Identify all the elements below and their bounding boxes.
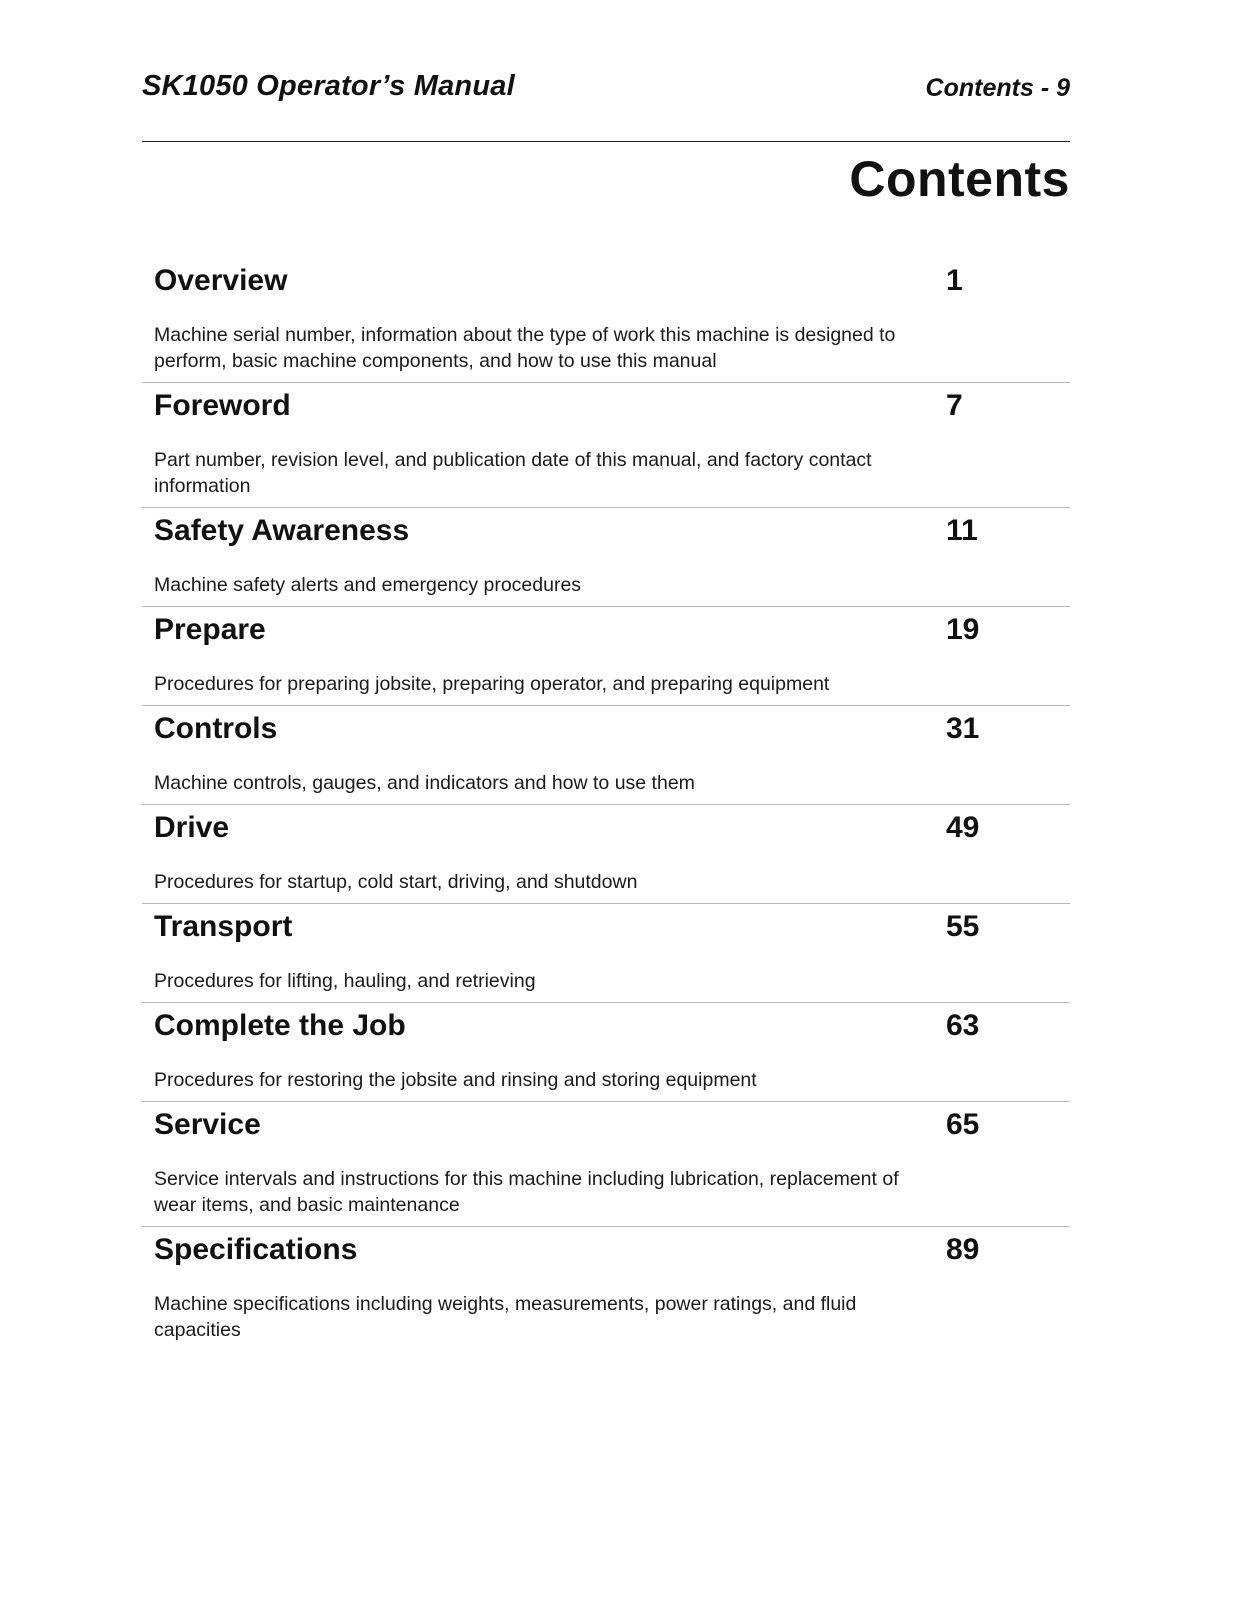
toc-entry-page-number[interactable]: 31 bbox=[946, 712, 980, 745]
header-divider bbox=[142, 141, 1070, 142]
toc-entry-safety-awareness[interactable] bbox=[142, 508, 1070, 607]
toc-entry-page-number[interactable]: 1 bbox=[946, 264, 963, 297]
toc-entry-page-number[interactable]: 49 bbox=[946, 811, 980, 844]
toc-entry-complete-the-job[interactable] bbox=[142, 1003, 1070, 1102]
toc-entry-specifications[interactable] bbox=[142, 1227, 1070, 1351]
page-label: Contents - 9 bbox=[925, 74, 1070, 102]
toc-entry-foreword[interactable] bbox=[142, 383, 1070, 508]
toc-entry-description: Procedures for lifting, hauling, and retrieving bbox=[154, 970, 536, 992]
manual-title: SK1050 Operator’s Manual bbox=[142, 70, 515, 102]
toc-entry-title[interactable]: Safety Awareness bbox=[154, 514, 410, 547]
toc-entry-description: Machine serial number, information about the type of work this machine is designed to perform, basic machine components, and how to use this manual bbox=[154, 324, 896, 372]
toc-entry-page-number[interactable]: 55 bbox=[946, 910, 980, 943]
toc-entry-description: Procedures for startup, cold start, driving, and shutdown bbox=[154, 871, 638, 893]
toc-entry-transport[interactable] bbox=[142, 904, 1070, 1003]
toc-entry-description: Service intervals and instructions for this machine including lubrication, replacement of wear items, and basic maintenance bbox=[154, 1168, 899, 1216]
toc-entry-description: Machine controls, gauges, and indicators and how to use them bbox=[154, 772, 695, 794]
toc-entry-title[interactable]: Prepare bbox=[154, 613, 266, 646]
toc-entry-controls[interactable] bbox=[142, 706, 1070, 805]
toc-entry-description: Machine specifications including weights, measurements, power ratings, and fluid capacities bbox=[154, 1293, 857, 1341]
toc-entry-overview[interactable] bbox=[142, 258, 1070, 383]
toc-entry-description: Procedures for restoring the jobsite and rinsing and storing equipment bbox=[154, 1069, 757, 1091]
table-of-contents bbox=[142, 258, 1070, 1351]
toc-entry-title[interactable]: Service bbox=[154, 1108, 261, 1141]
toc-entry-title[interactable]: Overview bbox=[154, 264, 288, 297]
toc-entry-title[interactable]: Complete the Job bbox=[154, 1009, 406, 1042]
toc-entry-page-number[interactable]: 11 bbox=[946, 514, 978, 547]
toc-entry-page-number[interactable]: 65 bbox=[946, 1108, 980, 1141]
toc-entry-title[interactable]: Drive bbox=[154, 811, 230, 844]
toc-entry-description: Machine safety alerts and emergency procedures bbox=[154, 574, 582, 596]
toc-entry-prepare[interactable] bbox=[142, 607, 1070, 706]
toc-entry-drive[interactable] bbox=[142, 805, 1070, 904]
toc-entry-page-number[interactable]: 7 bbox=[946, 389, 963, 422]
toc-entry-title[interactable]: Specifications bbox=[154, 1233, 358, 1266]
toc-entry-title[interactable]: Controls bbox=[154, 712, 278, 745]
toc-entry-description: Part number, revision level, and publication date of this manual, and factory contact information bbox=[154, 449, 872, 497]
page-header bbox=[142, 70, 1070, 112]
toc-entry-title[interactable]: Transport bbox=[154, 910, 293, 943]
toc-entry-service[interactable] bbox=[142, 1102, 1070, 1227]
toc-entry-page-number[interactable]: 89 bbox=[946, 1233, 980, 1266]
toc-entry-page-number[interactable]: 19 bbox=[946, 613, 980, 646]
contents-heading: Contents bbox=[849, 151, 1070, 207]
toc-entry-description: Procedures for preparing jobsite, preparing operator, and preparing equipment bbox=[154, 673, 830, 695]
toc-entry-title[interactable]: Foreword bbox=[154, 389, 291, 422]
toc-entry-page-number[interactable]: 63 bbox=[946, 1009, 980, 1042]
